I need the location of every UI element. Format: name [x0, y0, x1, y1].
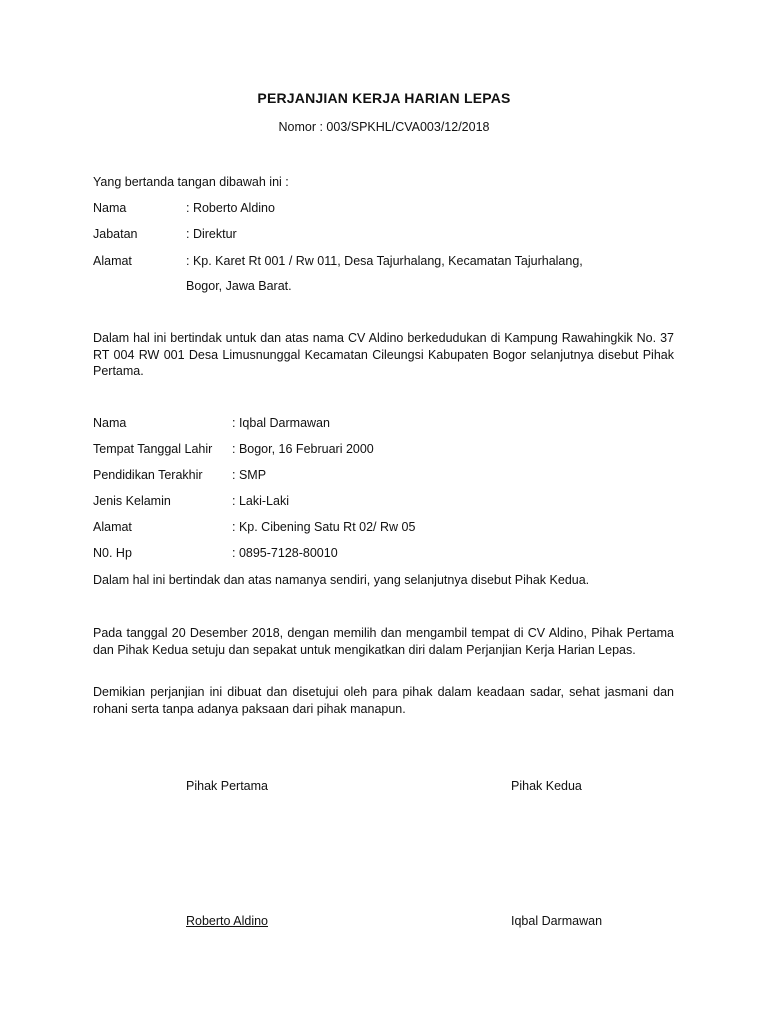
kedua-ttl-value: : Bogor, 16 Februari 2000 [232, 442, 374, 456]
kedua-jk-label: Jenis Kelamin [93, 494, 171, 508]
kedua-alamat-value: : Kp. Cibening Satu Rt 02/ Rw 05 [232, 520, 416, 534]
paragraph-demikian: Demikian perjanjian ini dibuat dan disetujui oleh para pihak dalam keadaan sadar, sehat jasmani dan rohani serta tanpa adanya paksaan dari pihak manapun. [93, 685, 674, 716]
pertama-nama-value: : Roberto Aldino [186, 201, 275, 215]
kedua-nama-value: : Iqbal Darmawan [232, 416, 330, 430]
pertama-alamat-label: Alamat [93, 254, 132, 268]
kedua-pendidikan-value: : SMP [232, 468, 267, 482]
signature-label-pertama: Pihak Pertama [186, 779, 268, 793]
kedua-jk-value: : Laki-Laki [232, 494, 289, 508]
paragraph-tanggal: Pada tanggal 20 Desember 2018, dengan memilih dan mengambil tempat di CV Aldino, Pihak Pertama dan Pihak Kedua setuju dan sepakat untuk mengikatkan diri dalam Perjanjian Kerja Harian Lepas. [93, 626, 674, 657]
kedua-hp-value: : 0895-7128-80010 [232, 546, 338, 560]
kedua-nama-label: Nama [93, 416, 127, 430]
pertama-jabatan-value: : Direktur [186, 227, 237, 241]
pertama-alamat-value-1: : Kp. Karet Rt 001 / Rw 011, Desa Tajurhalang, Kecamatan Tajurhalang, [186, 254, 583, 268]
signature-name-pertama: Roberto Aldino [186, 914, 269, 928]
document-title: PERJANJIAN KERJA HARIAN LEPAS [257, 90, 511, 106]
paragraph-pihak-pertama: Dalam hal ini bertindak untuk dan atas nama CV Aldino berkedudukan di Kampung Rawahingkik No. 37 RT 004 RW 001 Desa Limusnunggal Kecamatan Cileungsi Kabupaten Bogor selanjutnya disebut Pihak Pertama. [93, 331, 674, 378]
pertama-alamat-value-2: Bogor, Jawa Barat. [186, 279, 292, 293]
kedua-alamat-label: Alamat [93, 520, 132, 534]
intro-text: Yang bertanda tangan dibawah ini : [93, 175, 289, 189]
signature-label-kedua: Pihak Kedua [511, 779, 582, 793]
signature-name-kedua: Iqbal Darmawan [511, 914, 603, 928]
pertama-jabatan-label: Jabatan [93, 227, 138, 241]
document-number: Nomor : 003/SPKHL/CVA003/12/2018 [278, 120, 490, 134]
paragraph-pihak-kedua: Dalam hal ini bertindak dan atas namanya sendiri, yang selanjutnya disebut Pihak Kedua. [93, 573, 590, 587]
pertama-nama-label: Nama [93, 201, 127, 215]
kedua-pendidikan-label: Pendidikan Terakhir [93, 468, 203, 482]
kedua-ttl-label: Tempat Tanggal Lahir [93, 442, 213, 456]
kedua-hp-label: N0. Hp [93, 546, 132, 560]
